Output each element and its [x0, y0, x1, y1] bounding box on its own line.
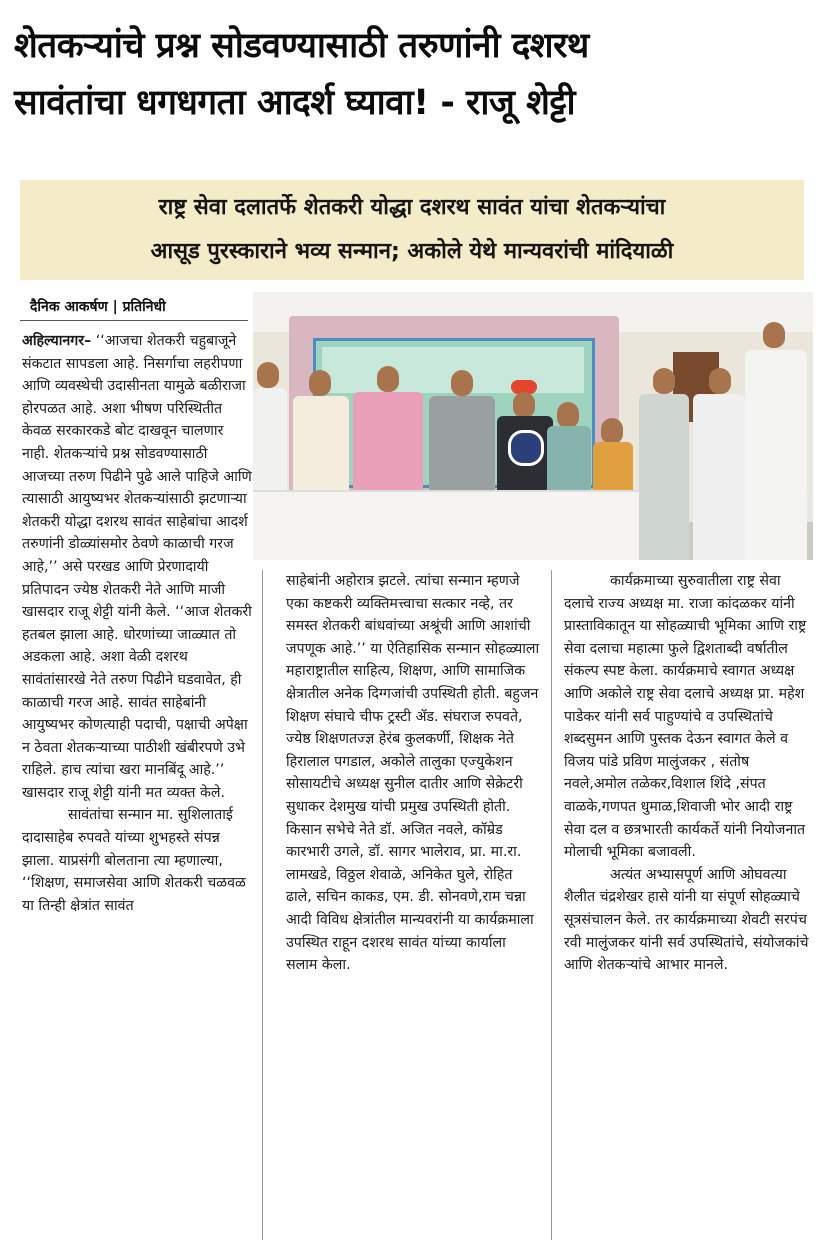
article-column-2	[286, 570, 540, 977]
byline-divider	[20, 320, 248, 321]
article-column-1	[22, 330, 254, 917]
photo-table	[253, 490, 673, 560]
photo-award-plaque	[508, 430, 544, 466]
article-column-3	[564, 570, 814, 977]
headline	[14, 18, 808, 132]
event-photo	[253, 292, 813, 560]
dateline: अहिल्यानगर–	[22, 333, 92, 349]
article-paragraph: अत्यंत अभ्यासपूर्ण आणि ओघवत्या शैलीत चंद्रशेखर हासे यांनी या संपूर्ण सोहळ्याचे सूत्रसंचालन केले. तर कार्यक्रमाच्या शेवटी सरपंच रवी मालुंजकर यांनी सर्व उपस्थितांचे, संयोजकांचे आणि शेतकऱ्यांचे आभार मानले.	[564, 866, 809, 974]
article-text: साहेबांनी अहोरात्र झटले. त्यांचा सन्मान म्हणजे एका कष्टकरी व्यक्तिमत्त्वाचा सत्कार नव्हे, तर समस्त शेतकरी बांधवांच्या अश्रूंची आणि आशांची जपणूक आहे.’’ या ऐतिहासिक सन्मान सोहळ्याला महाराष्ट्रातील साहित्य, शिक्षण, आणि सामाजिक क्षेत्रातील अनेक दिग्गजांची उपस्थिती होती. बहुजन शिक्षण संघाचे चीफ ट्रस्टी ॲड. संघराज रुपवते, ज्येष्ठ शिक्षणतज्ज्ञ हेरंब कुलकर्णी, शिक्षक नेते हिरालाल पगडाल, अकोले तालुका एज्युकेशन सोसायटीचे अध्यक्ष सुनील दातीर आणि सेक्रेटरी सुधाकर देशमुख यांची प्रमुख उपस्थिती होती. किसान सभेचे नेते डॉ. अजित नवले, कॉम्रेड कारभारी उगले, डॉ. सागर भालेराव, प्रा. मा.रा. लामखडे, विठ्ठल शेवाळे, अनिकेत घुले, रोहित ढाले, सचिन काकड, एम. डी. सोनवणे,राम चन्ना आदी विविध क्षेत्रांतील मान्यवरांनी या कार्यक्रमाला उपस्थित राहून दशरथ सावंत यांच्या कार्याला सलाम केला.	[286, 573, 540, 974]
subheadline-line-1: राष्ट्र सेवा दलातर्फे शेतकरी योद्धा दशरथ सावंत यांचा शेतकऱ्यांचा	[158, 195, 666, 220]
article-paragraph: सावंतांचा सन्मान मा. सुशिलाताई दादासाहेब रुपवते यांच्या शुभहस्ते संपन्न झाला. याप्रसंगी बोलताना त्या म्हणाल्या, ‘‘शिक्षण, समाजसेवा आणि शेतकरी चळवळ या तिन्ही क्षेत्रांत सावंत	[22, 807, 246, 914]
article-text: ‘‘आजचा शेतकरी चहुबाजूने संकटात सापडला आहे. निसर्गाचा लहरीपणा आणि व्यवस्थेची उदासीनता यामुळे बळीराजा होरपळत आहे. अशा भीषण परिस्थितीत केवळ सरकारकडे बोट दाखवून चालणार नाही. शेतकऱ्यांचे प्रश्न सोडवण्यासाठी आजच्या तरुण पिढीने पुढे आले पाहिजे आणि त्यासाठी आयुष्यभर शेतकऱ्यांसाठी झटणाऱ्या शेतकरी योद्धा दशरथ सावंत साहेबांचा आदर्श तरुणांनी डोळ्यांसमोर ठेवणे काळाची गरज आहे,’’ असे परखड आणि प्रेरणादायी प्रतिपादन ज्येष्ठ शेतकरी नेते आणि माजी खासदार राजू शेट्टी यांनी केले. ‘‘आज शेतकरी हतबल झाला आहे. धोरणांच्या जाळ्यात तो अडकला आहे. अशा वेळी दशरथ सावंतांसारखे नेते तरुण पिढीने घडवावेत, ही काळाची गरज आहे. सावंत साहेबांनी आयुष्यभर कोणत्याही पदाची, पक्षाची अपेक्षा न ठेवता शेतकऱ्याच्या पाठीशी खंबीरपणे उभे राहिले. हाच त्यांचा खरा मानबिंदू आहे.’’ खासदार राजू शेट्टी यांनी मत व्यक्त केले.	[22, 333, 252, 801]
subheadline-box	[20, 180, 804, 280]
headline-line-2: सावंतांचा धगधगता आदर्श घ्यावा! - राजू शेट्टी	[14, 83, 576, 123]
subheadline-line-2: आसूड पुरस्काराने भव्य सन्मान; अकोले येथे मान्यवरांची मांदियाळी	[150, 239, 674, 264]
column-divider	[262, 570, 263, 1240]
byline: दैनिक आकर्षण | प्रतिनिधी	[30, 299, 166, 315]
column-divider	[551, 570, 552, 1240]
headline-line-1: शेतकऱ्यांचे प्रश्न सोडवण्यासाठी तरुणांनी दशरथ	[14, 26, 589, 66]
article-paragraph: कार्यक्रमाच्या सुरुवातीला राष्ट्र सेवा दलाचे राज्य अध्यक्ष मा. राजा कांदळकर यांनी प्रास्ताविकातून या सोहळ्याची भूमिका आणि राष्ट्र सेवा दलाचा महात्मा फुले द्विशताब्दी वर्षातील संकल्प स्पष्ट केला. कार्यक्रमाचे स्वागत अध्यक्ष आणि अकोले राष्ट्र सेवा दलाचे अध्यक्ष प्रा. महेश पाडेकर यांनी सर्व पाहुण्यांचे व उपस्थितांचे शब्दसुमन आणि पुस्तक देऊन स्वागत केले व विजय पांडे प्रविण मालुंजकर , संतोष नवले,अमोल तळेकर,विशाल शिंदे ,संपत वाळके,गणपत धुमाळ,शिवाजी भोर आदी राष्ट्र सेवा दल व छत्रभारती कार्यकर्ते यांनी नियोजनात मोलाची भूमिका बजावली.	[564, 573, 807, 861]
